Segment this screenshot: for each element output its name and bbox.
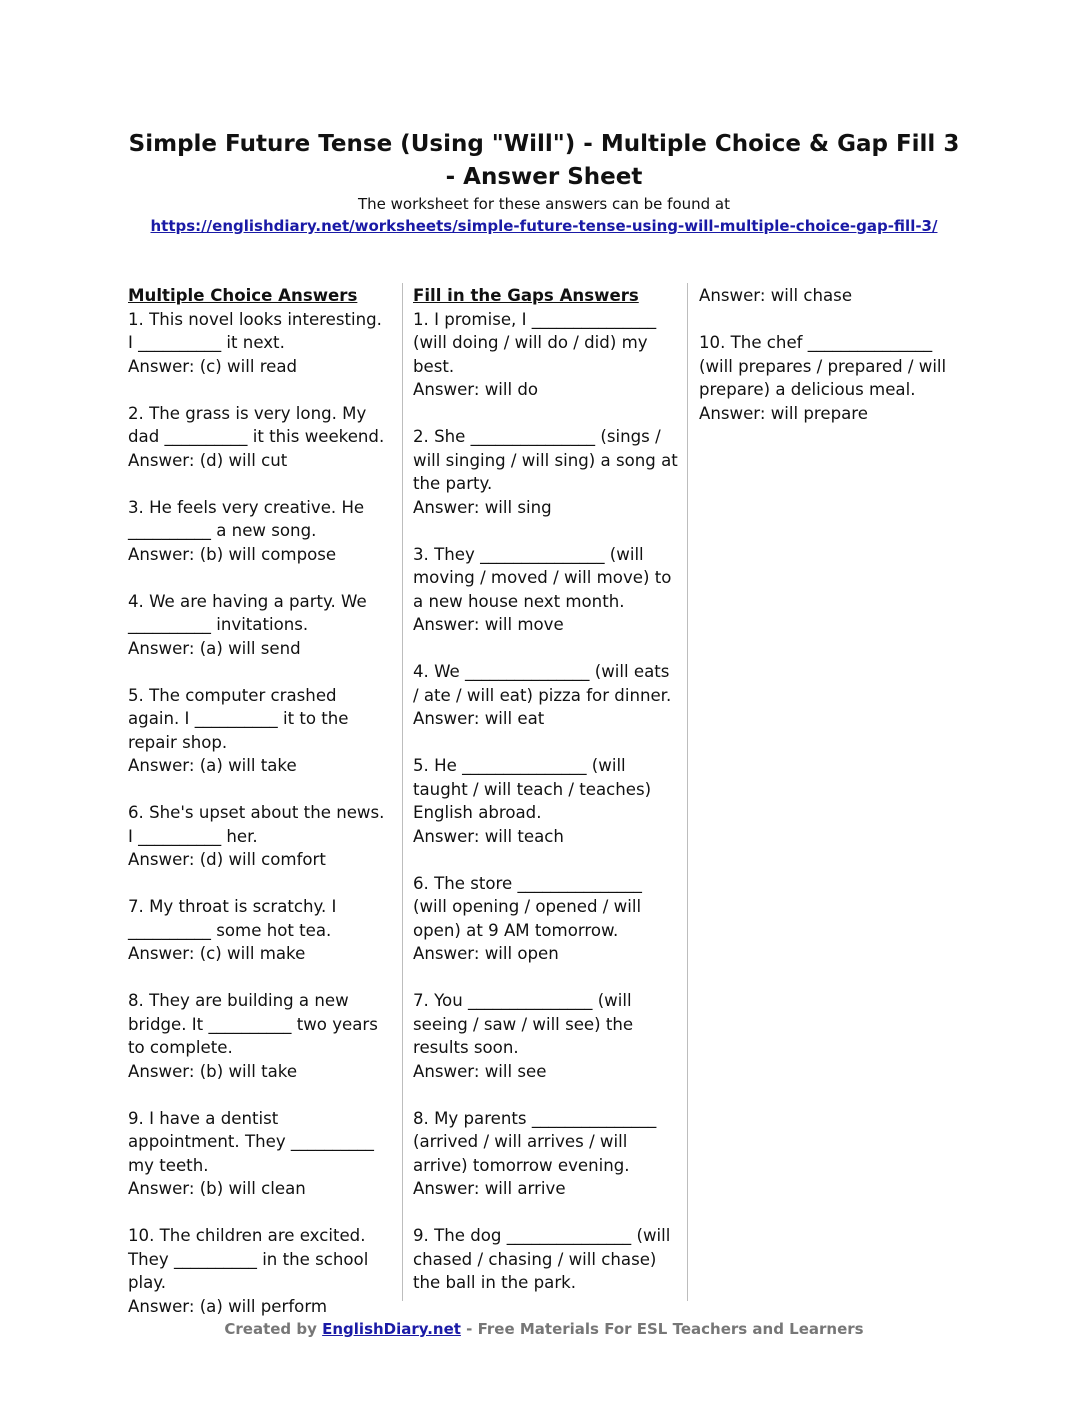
- question-text: 10. The children are excited. They __________ in the school play.: [128, 1226, 369, 1292]
- list-item: [413, 308, 679, 402]
- answer-text: Answer: (a) will send: [128, 638, 301, 658]
- question-text: 7. My throat is scratchy. I __________ some hot tea.: [128, 897, 337, 940]
- answer-text: Answer: (b) will compose: [128, 544, 337, 564]
- question-text: 2. She _______________ (sings / will singing / will sing) a song at the party.: [413, 427, 678, 493]
- list-item: [413, 1107, 679, 1201]
- question-text: 1. This novel looks interesting. I __________ it next.: [128, 309, 382, 352]
- answer-text: Answer: (c) will read: [128, 356, 298, 376]
- list-item: [128, 684, 390, 778]
- answer-text: Answer: will arrive: [413, 1179, 566, 1198]
- page-header: [120, 128, 968, 237]
- footer-prefix: Created by: [224, 1320, 323, 1338]
- question-text: 3. They _______________ (will moving / moved / will move) to a new house next month.: [413, 544, 672, 611]
- answer-text: Answer: (b) will take: [128, 1061, 298, 1081]
- list-item: [699, 331, 949, 425]
- answer-text: Answer: (d) will cut: [128, 450, 288, 470]
- question-text: 5. The computer crashed again. I __________ it to the repair shop.: [128, 685, 349, 752]
- list-item: [128, 308, 390, 379]
- column-divider: [402, 283, 403, 1301]
- answer-text: Answer: will chase: [699, 286, 853, 305]
- question-text: 9. I have a dentist appointment. They __________ my teeth.: [128, 1108, 374, 1175]
- page-subtitle: The worksheet for these answers can be found at: [357, 195, 731, 213]
- multiple-choice-heading: Multiple Choice Answers: [128, 286, 358, 305]
- fill-gaps-column: [413, 284, 679, 1318]
- answer-text: Answer: will teach: [413, 826, 564, 846]
- answer-text: Answer: will see: [413, 1061, 547, 1081]
- question-text: 2. The grass is very long. My dad __________ it this weekend.: [128, 403, 385, 446]
- title-line-1: Simple Future Tense (Using "Will") - Multiple Choice & Gap Fill 3: [128, 131, 960, 157]
- list-item: [699, 284, 949, 308]
- answer-text: Answer: will prepare: [699, 403, 868, 423]
- question-text: 6. She's upset about the news. I __________ her.: [128, 803, 385, 846]
- title-line-2: - Answer Sheet: [445, 164, 643, 190]
- fill-gaps-heading: Fill in the Gaps Answers: [413, 286, 639, 305]
- answer-text: Answer: will eat: [413, 709, 545, 728]
- worksheet-link[interactable]: https://englishdiary.net/worksheets/simple-future-tense-using-will-multiple-choice-gap-fill-3/: [150, 217, 938, 235]
- list-item: [128, 496, 390, 567]
- list-item: [413, 872, 679, 966]
- list-item: [413, 989, 679, 1083]
- question-text: 5. He _______________ (will taught / will teach / teaches) English abroad.: [413, 756, 652, 822]
- answer-text: Answer: (d) will comfort: [128, 850, 326, 869]
- question-text: 1. I promise, I _______________ (will doing / will do / did) my best.: [413, 309, 657, 376]
- list-item: [413, 543, 679, 637]
- list-item: [128, 989, 390, 1083]
- question-text: 10. The chef _______________ (will prepares / prepared / will prepare) a delicious meal.: [699, 333, 947, 399]
- continuation-column: [699, 284, 949, 449]
- fill-gaps-list: [413, 308, 679, 1295]
- footer-site-link[interactable]: EnglishDiary.net: [322, 1320, 461, 1338]
- question-text: 8. My parents _______________ (arrived / will arrives / will arrive) tomorrow evening.: [413, 1108, 657, 1175]
- question-text: 7. You _______________ (will seeing / saw / will see) the results soon.: [413, 991, 634, 1057]
- answer-text: Answer: (b) will clean: [128, 1179, 306, 1198]
- footer-suffix: - Free Materials For ESL Teachers and Learners: [460, 1320, 864, 1338]
- answer-text: Answer: (c) will make: [128, 944, 306, 963]
- question-text: 8. They are building a new bridge. It __________ two years to complete.: [128, 991, 378, 1057]
- question-text: 3. He feels very creative. He __________ a new song.: [128, 497, 365, 540]
- list-item: [128, 1107, 390, 1201]
- list-item: [413, 754, 679, 848]
- list-item: [413, 425, 679, 519]
- question-text: 4. We are having a party. We __________ invitations.: [128, 591, 367, 634]
- answer-text: Answer: (a) will take: [128, 756, 297, 775]
- list-item: [413, 1224, 679, 1295]
- list-item: [128, 895, 390, 966]
- question-text: 6. The store _______________ (will opening / opened / will open) at 9 AM tomorrow.: [413, 873, 642, 940]
- answer-text: Answer: will move: [413, 615, 564, 634]
- question-text: 4. We _______________ (will eats / ate / will eat) pizza for dinner.: [413, 662, 672, 705]
- list-item: [413, 660, 679, 731]
- page-title: [120, 128, 968, 194]
- page-footer: [0, 1320, 1088, 1338]
- multiple-choice-list: [128, 308, 390, 1319]
- list-item: [128, 1224, 390, 1318]
- answer-text: Answer: will open: [413, 944, 559, 963]
- list-item: [128, 590, 390, 661]
- answer-text: Answer: (a) will perform: [128, 1296, 328, 1316]
- column-divider: [687, 283, 688, 1301]
- list-item: [128, 402, 390, 473]
- question-text: 9. The dog _______________ (will chased / chasing / will chase) the ball in the park.: [413, 1226, 671, 1292]
- list-item: [128, 801, 390, 872]
- answer-text: Answer: will sing: [413, 497, 552, 517]
- answer-text: Answer: will do: [413, 380, 539, 399]
- multiple-choice-column: [128, 284, 390, 1342]
